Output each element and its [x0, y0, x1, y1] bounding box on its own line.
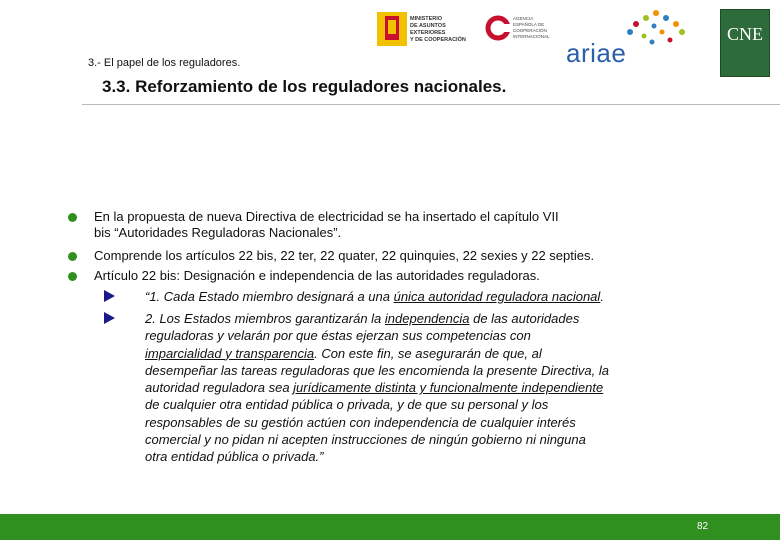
bullet-item [68, 268, 540, 284]
ministry-line-1: MINISTERIO [410, 16, 443, 22]
bullet-dot-icon [68, 272, 77, 281]
ministry-line-2: DE ASUNTOS EXTERIORES [410, 23, 446, 36]
header-divider [82, 104, 780, 105]
bullet-3-text: Artículo 22 bis: Designación e independencia de las autoridades reguladoras. [94, 268, 540, 283]
aecid-line-3: COOPERACIÓN [513, 28, 547, 33]
bullet-item [68, 248, 594, 264]
aecid-line-4: INTERNACIONAL [513, 34, 550, 39]
quote-1-underlined: única autoridad reguladora nacional [393, 289, 601, 304]
quote-1-text: “1. Cada Estado miembro designará a una [145, 289, 394, 304]
coat-of-arms-icon [377, 12, 407, 46]
bullet-1-line-2: bis “Autoridades Reguladoras Nacionales”. [94, 225, 342, 240]
quote-2-l3-post: . Con este fin, se asegurarán de que, al [314, 345, 542, 361]
footer-bar [0, 514, 780, 540]
ariae-wordmark: ariae [566, 38, 627, 68]
quote-2-line-7: responsables de su gestión actúen con independencia de cualquier interés [145, 414, 576, 430]
quote-2-l1-underlined: independencia [384, 311, 470, 326]
triangle-bullet-icon [104, 290, 115, 302]
quote-2-l1-post: de las autoridades [469, 311, 580, 326]
quote-item-2 [104, 310, 725, 466]
bullet-1-line-1: En la propuesta de nueva Directiva de electricidad se ha insertado el capítulo VII [94, 209, 559, 224]
quote-2-line-4: desempeñar las tareas reguladoras que les encomienda la presente Directiva, la [145, 362, 609, 378]
aecid-c-icon [485, 14, 511, 42]
quote-1-end: . [600, 289, 604, 304]
triangle-bullet-icon [104, 312, 115, 324]
quote-2-l5-underlined: jurídicamente distinta y funcionalmente independiente [293, 380, 604, 396]
aecid-line-1: AGENCIA [513, 16, 534, 21]
quote-item-1 [104, 288, 604, 305]
aecid-logo [485, 14, 555, 46]
quote-2-line-6: de cualquier otra entidad pública o privada, y de que su personal y los [145, 397, 549, 413]
aecid-line-2: ESPAÑOLA DE [513, 22, 545, 27]
quote-2-line-8: comercial y no pidan ni acepten instrucciones de ningún gobierno ni ninguna [145, 432, 586, 448]
bullet-dot-icon [68, 252, 77, 261]
cne-logo [720, 9, 770, 77]
quote-2-l1-pre: 2. Los Estados miembros garantizarán la [145, 311, 385, 326]
page-title: 3.3. Reforzamiento de los reguladores nacionales. [102, 77, 507, 96]
spain-ministry-logo [377, 12, 477, 46]
bullet-item [68, 209, 559, 241]
section-label: 3.- El papel de los reguladores. [88, 57, 241, 69]
ariae-logo [566, 8, 701, 68]
quote-2-l3-underlined: imparcialidad y transparencia [145, 345, 315, 361]
cne-wordmark: CNE [727, 24, 763, 44]
quote-2-line-9: otra entidad pública o privada.” [145, 449, 324, 465]
quote-2-l5-pre: autoridad reguladora sea [145, 380, 294, 396]
bullet-2-text: Comprende los artículos 22 bis, 22 ter, 22 quater, 22 quinquies, 22 sexies y 22 septies. [94, 248, 595, 263]
ministry-line-3: Y DE COOPERACIÓN [410, 37, 466, 43]
bullet-dot-icon [68, 213, 77, 222]
quote-2-line-2: reguladoras y velarán por que éstas ejerzan sus competencias con [145, 328, 531, 344]
page-number: 82 [697, 521, 709, 532]
